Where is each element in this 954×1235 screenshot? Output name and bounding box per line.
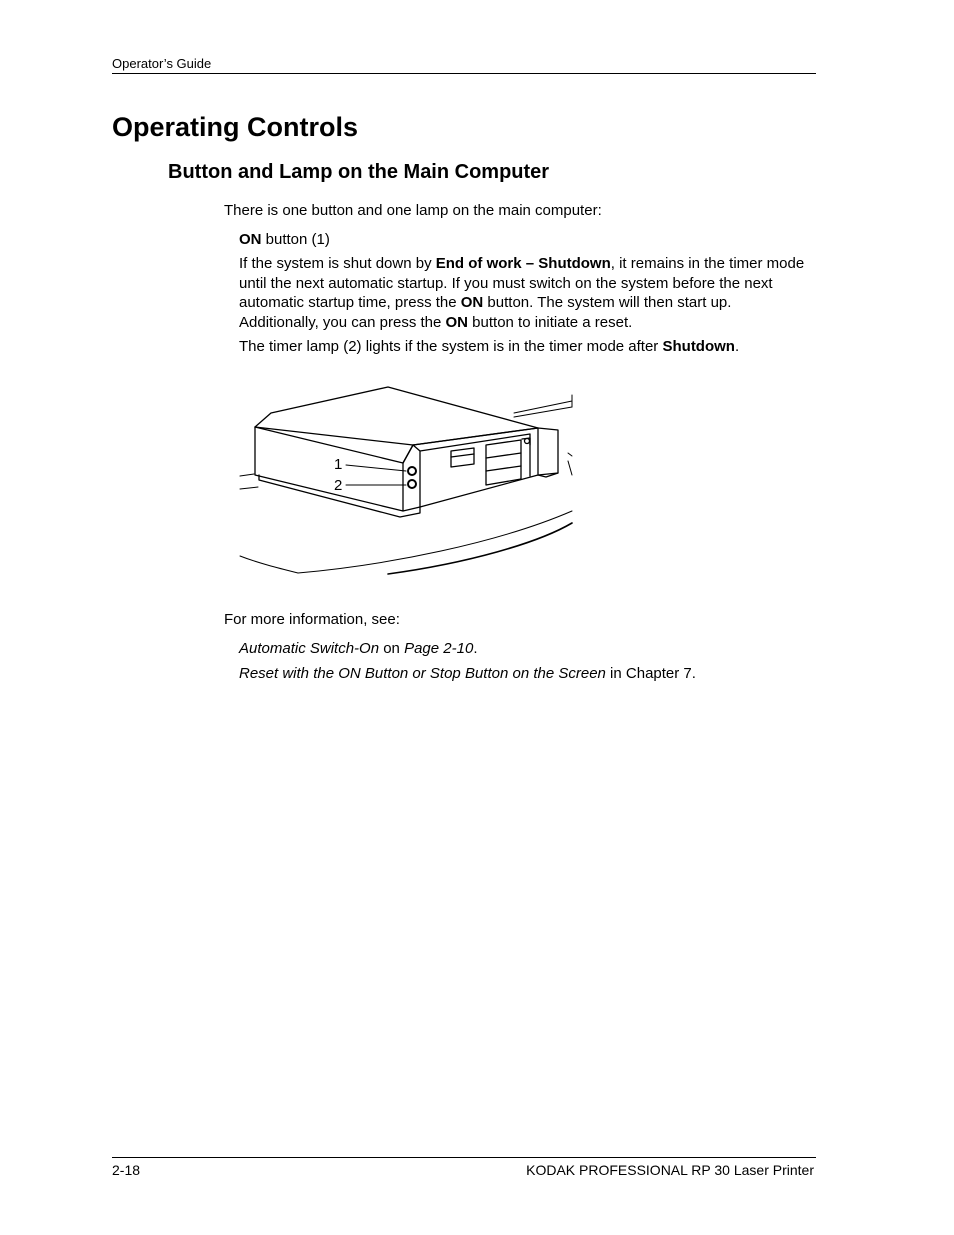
callout-1-label: 1 [334,456,343,473]
ref2-end: in Chapter 7. [605,665,696,682]
footer-rule [112,1157,816,1158]
timer-lamp-item [239,337,739,357]
desc-bold-2: ON [460,294,484,312]
ref2-title: Reset with the ON Button or Stop Button on the Screen [239,665,606,682]
reference-link-2[interactable] [239,664,696,684]
ref1-end: . [473,640,478,657]
desc-text-4: button to initiate a reset. [468,314,633,332]
page-title: Operating Controls [112,112,359,142]
main-computer-illustration [238,383,574,578]
on-button-item [239,230,330,250]
ref1-page: Page 2-10 [404,640,474,657]
desc-text-3: button. The system will then start up. Additionally, you can press the [239,294,732,332]
ref1-mid: on [379,640,405,657]
more-info-text: For more information, see: [224,611,400,628]
on-label: ON [239,231,262,248]
callout-2-label: 2 [334,477,343,494]
page-number: 2-18 [112,1162,141,1178]
desc-text-2: , it remains in the timer mode until the next automatic startup. If you must switch on the system before the next automatic startup time, press the [239,255,805,312]
lamp-text-1: The timer lamp (2) lights if the system is in the timer mode after [239,338,663,355]
desc-bold-3: ON [445,314,469,332]
section-title: Button and Lamp on the Main Computer [168,161,550,183]
lamp-bold-1: Shutdown [662,338,735,355]
header-rule [112,73,816,74]
ref1-title: Automatic Switch-On [239,640,380,657]
reference-link-1[interactable] [239,639,477,659]
desc-text-1: If the system is shut down by [239,255,436,272]
product-name: KODAK PROFESSIONAL RP 30 Laser Printer [526,1162,814,1178]
intro-text: There is one button and one lamp on the main computer: [224,202,602,219]
lamp-text-2: . [734,338,740,355]
desc-bold-1: End of work – Shutdown [435,255,611,272]
running-header: Operator’s Guide [112,56,212,71]
on-label-rest: button (1) [261,231,330,248]
shutdown-description [239,254,814,333]
